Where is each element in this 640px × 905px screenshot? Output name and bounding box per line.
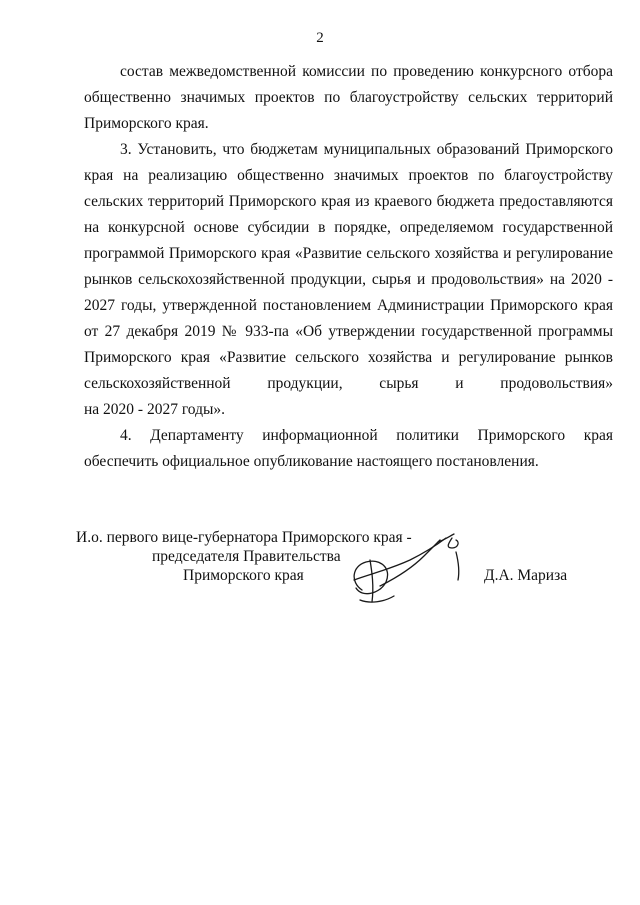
text-line: общественно значимых проектов по благоустройству сельских территорий: [84, 89, 613, 106]
text-line: Приморского края.: [84, 115, 209, 132]
handwritten-signature: [340, 530, 480, 610]
text-line: сельскохозяйственной продукции, сырья и продовольствия»: [84, 375, 613, 392]
text-line: Приморского края «Развитие сельского хозяйства и регулирование рынков: [84, 349, 613, 366]
text-line: программой Приморского края «Развитие сельского хозяйства и регулирование: [84, 245, 613, 262]
signatory-name: Д.А. Мариза: [484, 567, 568, 584]
text-line: 2027 годы, утвержденной постановлением Администрации Приморского края: [84, 297, 613, 314]
text-line: 4. Департаменту информационной политики Приморского края: [120, 427, 613, 444]
page-number: 2: [316, 30, 324, 46]
text-line: рынков сельскохозяйственной продукции, сырья и продовольствия» на 2020 -: [84, 271, 613, 288]
signatory-title-line-3: Приморского края: [183, 567, 304, 584]
text-line: сельских территорий Приморского края из краевого бюджета предоставляются: [84, 193, 613, 210]
signatory-title-line-1: И.о. первого вице-губернатора Приморского края -: [76, 529, 412, 546]
text-line: края на реализацию общественно значимых проектов по благоустройству: [84, 167, 613, 184]
signatory-title-line-2: председателя Правительства: [152, 548, 341, 565]
text-line: обеспечить официальное опубликование настоящего постановления.: [84, 453, 539, 470]
text-line: на конкурсной основе субсидии в порядке, определяемом государственной: [84, 219, 613, 236]
text-line: состав межведомственной комиссии по проведению конкурсного отбора: [120, 63, 613, 80]
text-line: на 2020 - 2027 годы».: [84, 401, 226, 418]
text-line: 3. Установить, что бюджетам муниципальных образований Приморского: [120, 141, 613, 158]
text-line: от 27 декабря 2019 № 933-па «Об утверждении государственной программы: [84, 323, 613, 340]
